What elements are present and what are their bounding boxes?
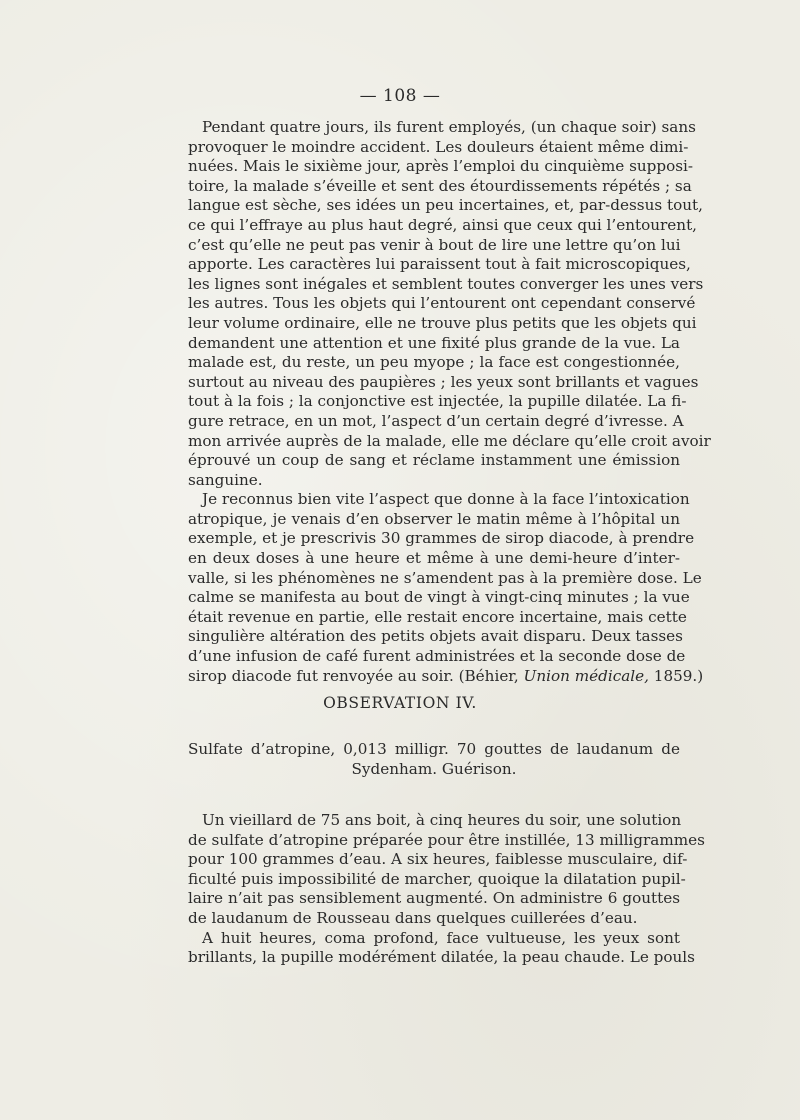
- text-line: en deux doses à une heure et même à une demi-heure d’inter-: [188, 549, 680, 568]
- text-line: provoquer le moindre accident. Les douleurs étaient même dimi-: [188, 137, 689, 156]
- text-line: c’est qu’elle ne peut pas venir à bout de lire une lettre qu’on lui: [188, 235, 681, 254]
- citation-line: [188, 666, 704, 687]
- text-line: Pendant quatre jours, ils furent employés, (un chaque soir) sans: [202, 118, 696, 136]
- page-number: — 108 —: [359, 86, 441, 106]
- text-line: était revenue en partie, elle restait encore incertaine, mais cette: [188, 607, 687, 626]
- text-line: valle, si les phénomènes ne s’amendent pas à la première dose. Le: [188, 568, 702, 587]
- text-line: surtout au niveau des paupières ; les yeux sont brillants et vagues: [188, 372, 699, 391]
- text-line: A huit heures, coma profond, face vultueuse, les yeux sont: [202, 928, 680, 947]
- observation-title: [188, 739, 680, 779]
- text-line: Je reconnus bien vite l’aspect que donne à la face l’intoxication: [202, 490, 690, 509]
- text-line: ficulté puis impossibilité de marcher, quoique la dilatation pupil-: [188, 869, 686, 888]
- text-line: les lignes sont inégales et semblent toutes converger les unes vers: [188, 274, 704, 293]
- text-line: brillants, la pupille modérément dilatée, la peau chaude. Le pouls: [188, 948, 695, 967]
- text-line: laire n’ait pas sensiblement augmenté. On administre 6 gouttes: [188, 889, 680, 908]
- main-text-lower: [188, 811, 705, 968]
- text-line: exemple, et je prescrivis 30 grammes de sirop diacode, à prendre: [188, 529, 695, 548]
- text-line: ce qui l’effraye au plus haut degré, ainsi que ceux qui l’entourent,: [188, 215, 698, 234]
- text-line: gure retrace, en un mot, l’aspect d’un certain degré d’ivresse. A: [188, 411, 684, 430]
- text-line: pour 100 grammes d’eau. A six heures, faiblesse musculaire, dif-: [188, 850, 688, 869]
- text-line: demandent une attention et une fixité plus grande de la vue. La: [188, 333, 680, 352]
- paragraph-2: [188, 490, 704, 686]
- main-text-upper: [188, 118, 711, 686]
- text-line: singulière altération des petits objets avait disparu. Deux tasses: [188, 627, 683, 646]
- text-line: nuées. Mais le sixième jour, après l’emploi du cinquième supposi-: [188, 157, 694, 176]
- paragraph-3: [188, 811, 705, 929]
- text-line: d’une infusion de café furent administrées et la seconde dose de: [188, 647, 686, 666]
- observation-heading: OBSERVATION IV.: [323, 694, 477, 712]
- text-line: mon arrivée auprès de la malade, elle me déclare qu’elle croit avoir: [188, 431, 711, 450]
- journal-name: Union médicale,: [523, 666, 649, 685]
- citation-text: sirop diacode fut renvoyée au soir. (Béhier,: [188, 666, 524, 685]
- text-line: de laudanum de Rousseau dans quelques cuillerées d’eau.: [188, 908, 638, 927]
- text-line: toire, la malade s’éveille et sent des étourdissements répétés ; sa: [188, 176, 692, 195]
- text-line: Un vieillard de 75 ans boit, à cinq heures du soir, une solution: [202, 811, 682, 829]
- citation-year: 1859.): [648, 666, 704, 685]
- text-line: tout à la fois ; la conjonctive est injectée, la pupille dilatée. La fi-: [188, 392, 687, 411]
- text-line: sanguine.: [188, 470, 263, 489]
- text-line: apporte. Les caractères lui paraissent tout à fait microscopiques,: [188, 255, 691, 274]
- observation-title-line: Sydenham. Guérison.: [351, 760, 517, 778]
- text-line: de sulfate d’atropine préparée pour être instillée, 13 milligrammes: [188, 830, 705, 849]
- text-line: atropique, je venais d’en observer le matin même à l’hôpital un: [188, 509, 680, 528]
- paragraph-1: [188, 118, 711, 490]
- text-line: malade est, du reste, un peu myope ; la face est congestionnée,: [188, 353, 680, 372]
- text-line: les autres. Tous les objets qui l’entourent ont cependant conservé: [188, 294, 696, 313]
- text-line: langue est sèche, ses idées un peu incertaines, et, par-dessus tout,: [188, 196, 703, 215]
- text-line: leur volume ordinaire, elle ne trouve plus petits que les objets qui: [188, 313, 697, 332]
- text-line: calme se manifesta au bout de vingt à vingt-cinq minutes ; la vue: [188, 588, 690, 607]
- paragraph-4: [188, 928, 695, 968]
- text-line: éprouvé un coup de sang et réclame instamment une émission: [188, 451, 680, 470]
- observation-title-line: Sulfate d’atropine, 0,013 milligr. 70 gouttes de laudanum de: [188, 740, 680, 758]
